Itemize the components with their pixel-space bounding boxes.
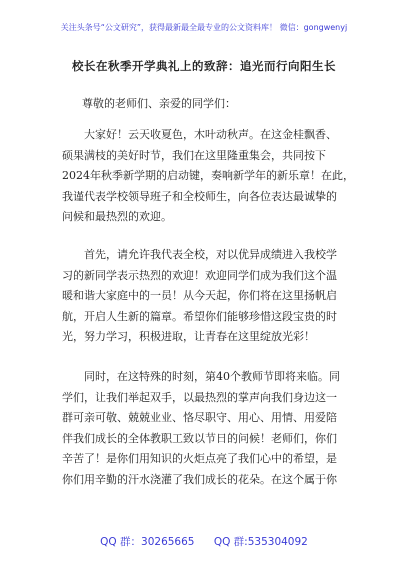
paragraph-line: 暖和谐大家庭中的一员！从今天起，你们将在这里扬帆启 (62, 289, 337, 302)
header-banner: 关注头条号“公文研究”，获得最新最全最专业的公文资料库！ 微信：gongwenyj (60, 23, 348, 32)
paragraph-line: 辛苦了！是你们用知识的火炬点亮了我们心中的希望，是 (62, 452, 337, 465)
paragraph-line: 硕果满枝的美好时节，我们在这里隆重集会，共同按下 (62, 148, 326, 162)
paragraph-line: 群可亲可敬、兢兢业业、恪尽职守、用心、用情、用爱陪 (62, 411, 337, 424)
paragraph-line: 同时，在这特殊的时刻，第40个教师节即将来临。同 (62, 370, 340, 383)
paragraph-line: 问候和最热烈的欢迎。 (62, 210, 172, 223)
footer (0, 534, 408, 549)
paragraph-3 (62, 367, 362, 490)
paragraph-line: 你们用辛勤的汗水浇灌了我们成长的花朵。在这个属于你 (62, 472, 337, 486)
paragraph-line: 学们，让我们举起双手，以最热烈的掌声向我们身边这一 (62, 390, 337, 404)
paragraph-line: 大家好！云天收夏色，木叶动秋声。在这金桂飘香、 (62, 128, 337, 141)
paragraph-line: 我谨代表学校领导班子和全校师生，向各位表达最诚挚的 (62, 189, 337, 203)
paragraph-line: 航，开启人生新的篇章。希望你们能够珍惜这段宝贵的时 (62, 309, 337, 323)
paragraph-line: 光，努力学习，积极进取，让青春在这里绽放光彩！ (62, 330, 315, 343)
paragraph-2 (62, 245, 362, 348)
document-title: 校长在秋季开学典礼上的致辞：追光而行向阳生长 (72, 59, 336, 73)
paragraph-line: 习的新同学表示热烈的欢迎！欢迎同学们成为我们这个温 (62, 268, 337, 282)
paragraph-line: 首先，请允许我代表全校，对以优异成绩进入我校学 (62, 248, 337, 261)
paragraph-1 (62, 125, 362, 228)
footer-qq-group-2: QQ 群:535304092 (213, 536, 308, 548)
greeting: 尊敬的老师们、亲爱的同学们： (82, 97, 236, 110)
paragraph-line: 伴我们成长的全体教职工致以节日的问候！老师们，你们 (62, 431, 337, 445)
paragraph-line: 2024年秋季新学期的启动键，奏响新学年的新乐章！在此， (62, 169, 354, 182)
footer-qq-group-1: QQ 群：30265665 (100, 536, 195, 548)
